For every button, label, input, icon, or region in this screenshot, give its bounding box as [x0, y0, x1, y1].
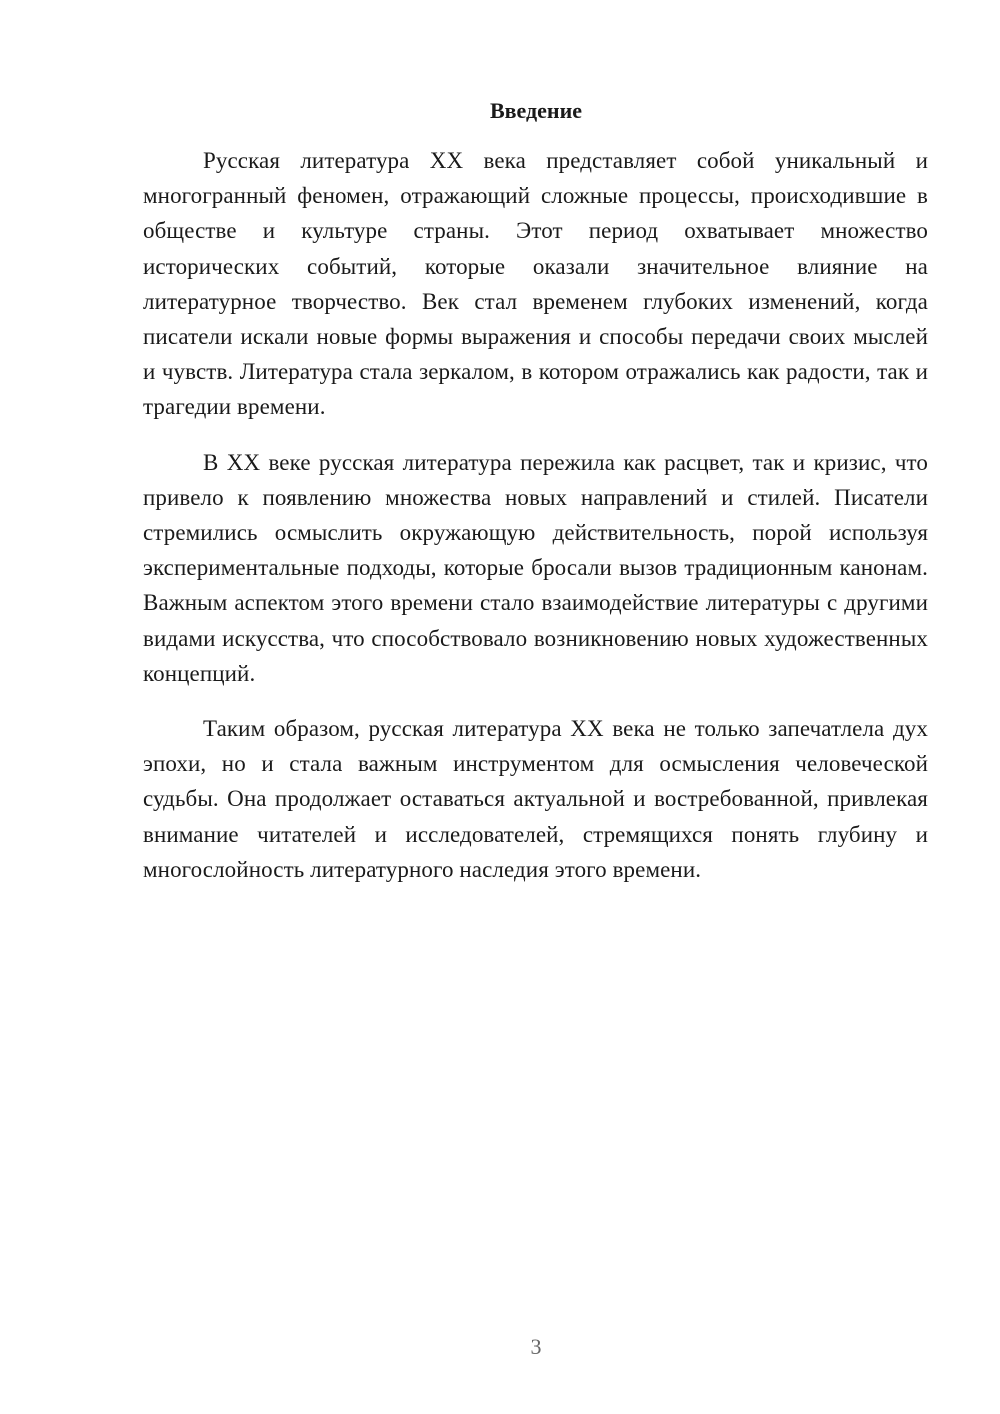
paragraph-1: Русская литература XX века представляет собой уникальный и многогранный феномен, отражающий сложные процессы, происходившие в обществе и культуре страны. Этот период охватывает множество исторических событий, которые оказали значительное влияние на литературное творчество. Век стал временем глубоких изменений, когда писатели искали новые формы выражения и способы передачи своих мыслей и чувств. Литература стала зеркалом, в котором отражались как радости, так и трагедии времени.	[143, 148, 928, 420]
section-heading: Введение	[489, 98, 583, 123]
body-text	[143, 143, 928, 907]
paragraph-2: В XX веке русская литература пережила как расцвет, так и кризис, что привело к появлению множества новых направлений и стилей. Писатели стремились осмыслить окружающую действительность, порой используя экспериментальные подходы, которые бросали вызов традиционным канонам. Важным аспектом этого времени стало взаимодействие литературы с другими видами искусства, что способствовало возникновению новых художественных концепций.	[143, 449, 928, 686]
paragraph-3: Таким образом, русская литература XX века не только запечатлела дух эпохи, но и стала важным инструментом для осмысления человеческой судьбы. Она продолжает оставаться актуальной и востребованной, привлекая внимание читателей и исследователей, стремящихся понять глубину и многослойность литературного наследия этого времени.	[143, 716, 928, 882]
page-number: 3	[530, 1334, 542, 1359]
